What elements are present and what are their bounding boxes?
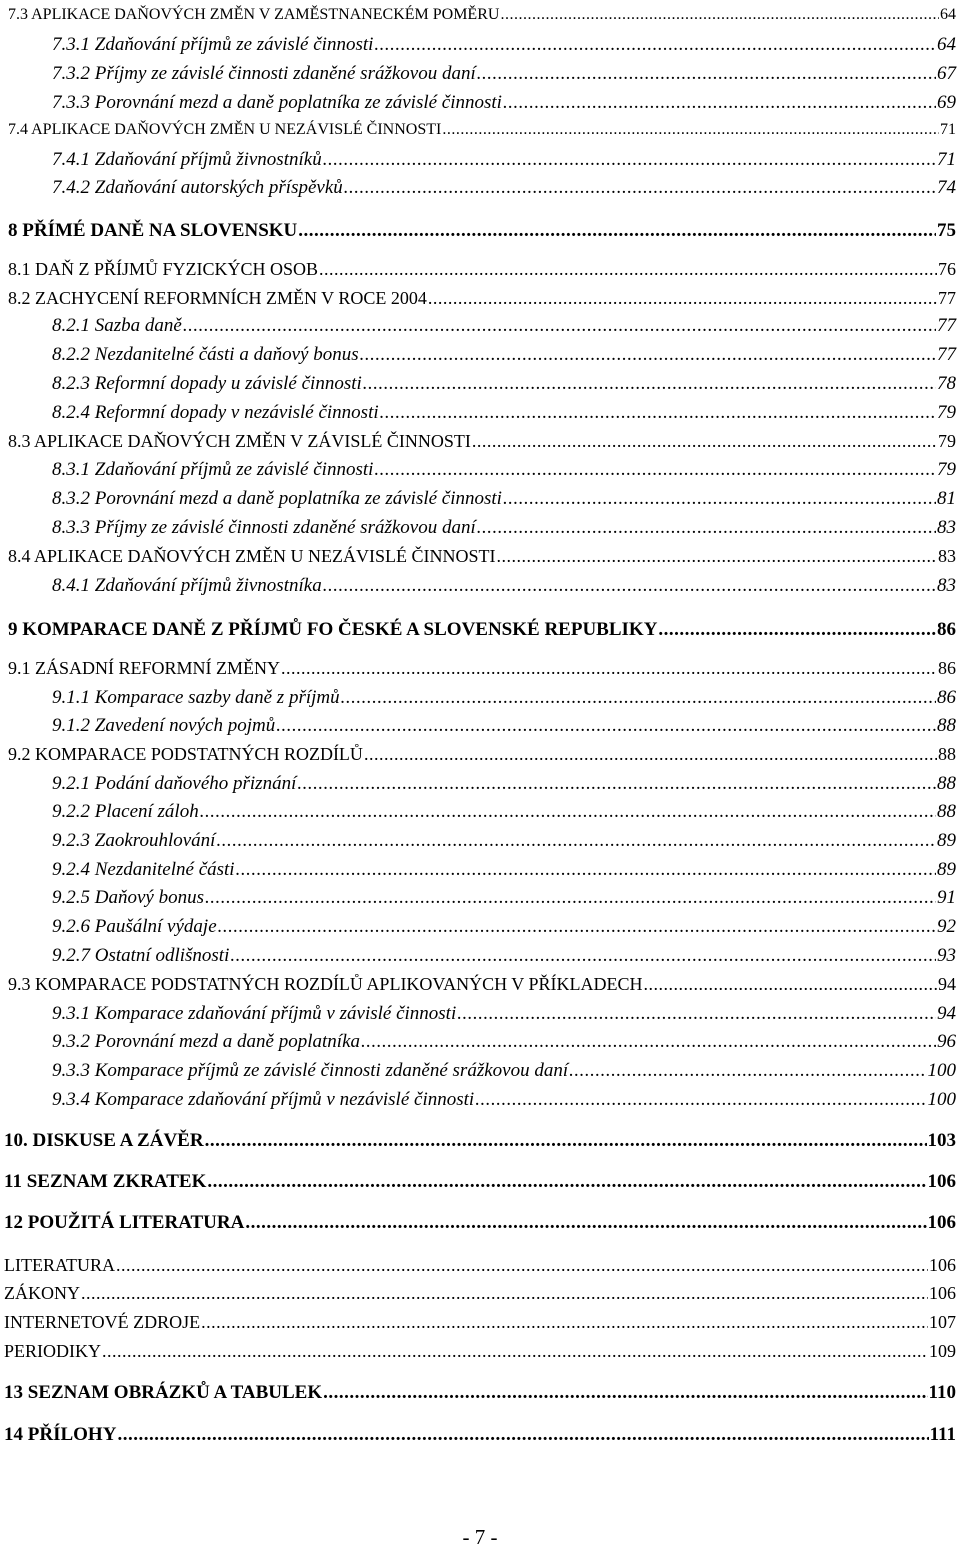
toc-entry-label: 7.3.3 Porovnání mezd a daně poplatníka ze závislé činnosti: [52, 92, 502, 113]
toc-entry[interactable]: [52, 64, 956, 83]
dot-leader: [496, 547, 937, 565]
toc-entry-label: 7.3 APLIKACE DAŇOVÝCH ZMĚN V ZAMĚSTNANECKÉM POMĚRU: [8, 6, 500, 23]
toc-entry-page: 75: [937, 220, 956, 241]
toc-entry[interactable]: [4, 1383, 956, 1402]
toc-entry-page: 86: [937, 619, 956, 640]
toc-entry-label: 7.4 APLIKACE DAŇOVÝCH ZMĚN U NEZÁVISLÉ ČINNOSTI: [8, 121, 442, 138]
dot-leader: [643, 975, 937, 993]
dot-leader: [323, 576, 936, 595]
dot-leader: [374, 460, 936, 479]
toc-entry-label: 9.2.3 Zaokrouhlování: [52, 830, 216, 851]
toc-entry-page: 109: [929, 1341, 956, 1361]
toc-entry[interactable]: [52, 576, 956, 595]
toc-entry-label: 8.2.3 Reformní dopady u závislé činnosti: [52, 373, 362, 394]
toc-entry-label: 8.3.2 Porovnání mezd a daně poplatníka ze závislé činnosti: [52, 488, 502, 509]
toc-entry-page: 107: [929, 1312, 956, 1332]
toc-entry-label: 9.2.2 Placení záloh: [52, 801, 199, 822]
toc-entry[interactable]: [8, 122, 956, 138]
dot-leader: [477, 518, 936, 537]
toc-entry-label: 9 KOMPARACE DANĚ Z PŘÍJMŮ FO ČESKÉ A SLOVENSKÉ REPUBLIKY: [8, 619, 658, 640]
dot-leader: [500, 7, 939, 23]
dot-leader: [472, 432, 937, 450]
toc-entry[interactable]: [4, 1131, 956, 1150]
toc-entry-page: 83: [938, 546, 956, 566]
toc-entry[interactable]: [52, 403, 956, 422]
page-number: - 7 -: [462, 1525, 498, 1549]
toc-entry-label: 9.3 KOMPARACE PODSTATNÝCH ROZDÍLŮ APLIKOVANÝCH V PŘÍKLADECH: [8, 974, 643, 994]
dot-leader: [205, 1131, 927, 1150]
toc-entry-page: 64: [940, 6, 956, 23]
toc-entry-page: 89: [937, 830, 956, 851]
toc-entry[interactable]: [52, 802, 956, 821]
dot-leader: [361, 1032, 936, 1051]
toc-entry-page: 83: [937, 517, 956, 538]
toc-entry[interactable]: [52, 1032, 956, 1051]
dot-leader: [218, 917, 936, 936]
toc-entry[interactable]: [52, 489, 956, 508]
toc-entry[interactable]: [8, 745, 956, 763]
dot-leader: [323, 150, 936, 169]
toc-entry-page: 71: [940, 121, 956, 138]
toc-entry-page: 106: [927, 1171, 956, 1192]
dot-leader: [298, 221, 936, 240]
toc-entry[interactable]: [4, 1284, 956, 1302]
toc-entry-label: 9.1.2 Zavedení nových pojmů: [52, 715, 276, 736]
toc-entry-page: 88: [937, 773, 956, 794]
toc-entry[interactable]: [52, 774, 956, 793]
dot-leader: [207, 1172, 926, 1191]
toc-entry-page: 94: [937, 1003, 956, 1024]
toc-entry[interactable]: [52, 688, 956, 707]
toc-entry-page: 93: [937, 945, 956, 966]
toc-entry-page: 78: [937, 373, 956, 394]
toc-entry-label: 7.4.1 Zdaňování příjmů živnostníků: [52, 149, 322, 170]
toc-entry-page: 96: [937, 1031, 956, 1052]
dot-leader: [276, 716, 936, 735]
toc-entry[interactable]: [4, 1313, 956, 1331]
toc-entry-label: 7.3.2 Příjmy ze závislé činnosti zdaněné srážkovou daní: [52, 63, 476, 84]
toc-entry-label: 9.2.4 Nezdanitelné části: [52, 859, 235, 880]
dot-leader: [364, 745, 937, 763]
dot-leader: [116, 1256, 928, 1274]
toc-entry-page: 100: [927, 1089, 956, 1110]
toc-entry-page: 106: [927, 1212, 956, 1233]
dot-leader: [200, 802, 936, 821]
toc-entry-label: 8.4.1 Zdaňování příjmů živnostníka: [52, 575, 322, 596]
toc-entry-page: 88: [937, 715, 956, 736]
toc-entry-label: 9.3.3 Komparace příjmů ze závislé činnosti zdaněné srážkovou daní: [52, 1060, 569, 1081]
toc-entry[interactable]: [8, 221, 956, 240]
toc-entry[interactable]: [4, 1172, 956, 1191]
toc-entry[interactable]: [8, 975, 956, 993]
toc-entry[interactable]: [52, 178, 956, 197]
toc-entry-page: 69: [937, 92, 956, 113]
toc-entry-label: 7.3.1 Zdaňování příjmů ze závislé činnosti: [52, 34, 374, 55]
toc-entry-label: 8.2.4 Reformní dopady v nezávislé činnosti: [52, 402, 379, 423]
toc-entry[interactable]: [52, 1090, 956, 1109]
toc-entry-label: 10. DISKUSE A ZÁVĚR: [4, 1130, 204, 1151]
toc-entry-page: 106: [929, 1255, 956, 1275]
toc-entry-label: 8.3 APLIKACE DAŇOVÝCH ZMĚN V ZÁVISLÉ ČINNOSTI: [8, 431, 471, 451]
toc-entry[interactable]: [52, 518, 956, 537]
toc-entry[interactable]: [52, 345, 956, 364]
toc-entry-label: 12 POUŽITÁ LITERATURA: [4, 1212, 245, 1233]
toc-entry[interactable]: [52, 93, 956, 112]
dot-leader: [81, 1284, 928, 1302]
toc-entry-label: 8.3.3 Příjmy ze závislé činnosti zdaněné srážkovou daní: [52, 517, 476, 538]
dot-leader: [363, 374, 936, 393]
toc-entry-label: 9.2.7 Ostatní odlišnosti: [52, 945, 230, 966]
dot-leader: [236, 860, 936, 879]
toc-entry-label: LITERATURA: [4, 1255, 115, 1275]
toc-entry[interactable]: [8, 432, 956, 450]
toc-entry[interactable]: [52, 1061, 956, 1080]
toc-entry-label: 8.2.1 Sazba daně: [52, 315, 182, 336]
toc-entry[interactable]: [52, 946, 956, 965]
dot-leader: [216, 831, 936, 850]
toc-entry-page: 79: [937, 402, 956, 423]
toc-entry[interactable]: [4, 1256, 956, 1274]
toc-entry-page: 88: [938, 744, 956, 764]
dot-leader: [344, 178, 936, 197]
dot-leader: [569, 1061, 926, 1080]
toc-entry-label: 8.2 ZACHYCENÍ REFORMNÍCH ZMĚN V ROCE 2004: [8, 288, 427, 308]
toc-entry-page: 86: [938, 658, 956, 678]
toc-entry[interactable]: [52, 888, 956, 907]
toc-entry-label: 9.2 KOMPARACE PODSTATNÝCH ROZDÍLŮ: [8, 744, 363, 764]
toc-entry-label: 13 SEZNAM OBRÁZKŮ A TABULEK: [4, 1382, 323, 1403]
toc-entry-page: 103: [927, 1130, 956, 1151]
toc-entry-page: 77: [937, 344, 956, 365]
toc-entry-page: 83: [937, 575, 956, 596]
toc-entry-label: INTERNETOVÉ ZDROJE: [4, 1312, 201, 1332]
dot-leader: [475, 1090, 926, 1109]
dot-leader: [341, 688, 936, 707]
toc-entry-page: 74: [937, 177, 956, 198]
toc-entry[interactable]: [52, 917, 956, 936]
dot-leader: [297, 774, 936, 793]
toc-entry[interactable]: [8, 260, 956, 278]
dot-leader: [380, 403, 936, 422]
dot-leader: [457, 1004, 936, 1023]
toc-entry-page: 79: [938, 431, 956, 451]
toc-entry[interactable]: [4, 1213, 956, 1232]
toc-entry-label: 9.2.5 Daňový bonus: [52, 887, 204, 908]
toc-entry-label: 9.2.1 Podání daňového přiznání: [52, 773, 297, 794]
toc-entry-page: 91: [937, 887, 956, 908]
dot-leader: [281, 659, 937, 677]
toc-entry-label: PERIODIKY: [4, 1341, 101, 1361]
toc-entry-label: 8.3.1 Zdaňování příjmů ze závislé činnosti: [52, 459, 374, 480]
toc-entry[interactable]: [52, 860, 956, 879]
dot-leader: [102, 1342, 928, 1360]
toc-entry-page: 71: [937, 149, 956, 170]
toc-entry-label: 8.2.2 Nezdanitelné části a daňový bonus: [52, 344, 359, 365]
toc-entry-label: 11 SEZNAM ZKRATEK: [4, 1171, 207, 1192]
dot-leader: [201, 1313, 928, 1331]
toc-entry-page: 100: [927, 1060, 956, 1081]
dot-leader: [230, 946, 936, 965]
toc-entry-label: 9.1 ZÁSADNÍ REFORMNÍ ZMĚNY: [8, 658, 281, 678]
toc-entry-label: 8.4 APLIKACE DAŇOVÝCH ZMĚN U NEZÁVISLÉ ČINNOSTI: [8, 546, 496, 566]
toc-entry[interactable]: [52, 1004, 956, 1023]
dot-leader: [428, 289, 937, 307]
toc-entry-page: 92: [937, 916, 956, 937]
dot-leader: [374, 35, 936, 54]
toc-entry-label: 14 PŘÍLOHY: [4, 1424, 117, 1445]
toc-entry[interactable]: [4, 1342, 956, 1360]
dot-leader: [503, 93, 936, 112]
toc-entry-page: 76: [938, 259, 956, 279]
toc-entry[interactable]: [8, 620, 956, 639]
toc-entry[interactable]: [8, 7, 956, 23]
toc-entry-label: 9.3.2 Porovnání mezd a daně poplatníka: [52, 1031, 361, 1052]
toc-entry-page: 77: [937, 315, 956, 336]
toc-entry-page: 77: [938, 288, 956, 308]
dot-leader: [658, 620, 936, 639]
toc-entry-label: 7.4.2 Zdaňování autorských příspěvků: [52, 177, 343, 198]
toc-entry-label: 9.3.1 Komparace zdaňování příjmů v závislé činnosti: [52, 1003, 457, 1024]
toc-entry-page: 111: [929, 1424, 956, 1445]
toc-entry[interactable]: [52, 374, 956, 393]
toc-entry-label: 9.1.1 Komparace sazby daně z příjmů: [52, 687, 340, 708]
dot-leader: [323, 1383, 927, 1402]
toc-entry[interactable]: [4, 1425, 956, 1444]
dot-leader: [117, 1425, 928, 1444]
toc-entry-label: 9.3.4 Komparace zdaňování příjmů v nezávislé činnosti: [52, 1089, 475, 1110]
dot-leader: [442, 122, 939, 138]
toc-entry-page: 110: [928, 1382, 956, 1403]
toc-entry[interactable]: [52, 460, 956, 479]
toc-entry-page: 81: [937, 488, 956, 509]
toc-entry[interactable]: [8, 659, 956, 677]
toc-entry-page: 89: [937, 859, 956, 880]
dot-leader: [319, 260, 937, 278]
toc-entry-page: 106: [929, 1283, 956, 1303]
toc-entry-label: 8 PŘÍMÉ DANĚ NA SLOVENSKU: [8, 220, 298, 241]
toc-entry-label: 8.1 DAŇ Z PŘÍJMŮ FYZICKÝCH OSOB: [8, 259, 319, 279]
toc-entry-page: 88: [937, 801, 956, 822]
toc-entry-page: 94: [938, 974, 956, 994]
dot-leader: [477, 64, 936, 83]
toc-entry[interactable]: [52, 716, 956, 735]
toc-entry-label: 9.2.6 Paušální výdaje: [52, 916, 217, 937]
toc-entry-label: ZÁKONY: [4, 1283, 80, 1303]
dot-leader: [205, 888, 936, 907]
toc-entry[interactable]: [8, 547, 956, 565]
toc-entry-page: 67: [937, 63, 956, 84]
toc-entry-page: 86: [937, 687, 956, 708]
toc-entry[interactable]: [8, 289, 956, 307]
toc-entry[interactable]: [52, 831, 956, 850]
toc-entry-page: 64: [937, 34, 956, 55]
toc-entry[interactable]: [52, 35, 956, 54]
dot-leader: [183, 316, 936, 335]
dot-leader: [245, 1213, 926, 1232]
dot-leader: [360, 345, 936, 364]
toc-entry[interactable]: [52, 316, 956, 335]
toc-entry[interactable]: [52, 150, 956, 169]
toc-entry-page: 79: [937, 459, 956, 480]
dot-leader: [503, 489, 936, 508]
